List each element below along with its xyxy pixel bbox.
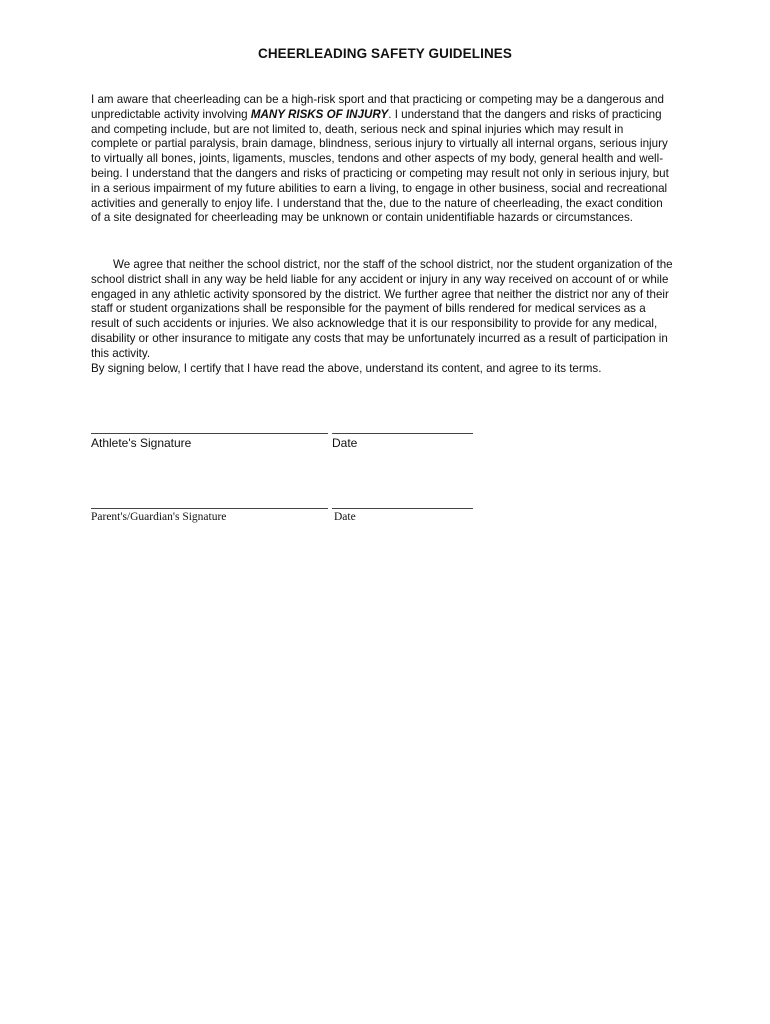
paragraph2-text: We agree that neither the school district, nor the staff of the school district, nor the student organization of the school district shall in any way be held liable for any accident or injury in any way received on account of or while engaged in any athletic activity sponsored by the district. We further agree that neither the district nor any of their staff or student organizations shall be responsible for the payment of bills rendered for medical services as a result of such accidents or injuries. We also acknowledge that it is our responsibility to provide for any medical, disability or other insurance to mitigate any costs that may be unfortunately incurred as a result of participation in this activity. xyxy=(91,258,673,360)
liability-waiver-paragraph xyxy=(91,258,673,376)
athlete-date-label: Date xyxy=(332,436,358,450)
guardian-date-line[interactable] xyxy=(332,508,473,509)
athlete-signature-line[interactable] xyxy=(91,433,328,434)
risk-acknowledgement-paragraph xyxy=(91,93,673,226)
guardian-date-label: Date xyxy=(334,511,356,523)
guardian-signature-label: Parent's/Guardian's Signature xyxy=(91,511,227,523)
risk-emphasis: MANY RISKS OF INJURY xyxy=(250,107,389,121)
certification-statement: By signing below, I certify that I have read the above, understand its content, and agree to its terms. xyxy=(91,361,602,375)
guardian-signature-line[interactable] xyxy=(91,508,328,509)
paragraph1-text-end: . I understand that the dangers and risks of practicing and competing include, but are not limited to, death, serious neck and spinal injuries which may result in complete or partial paralysis, brain damage, blindness, serious injury to virtually all internal organs, serious injury to virtually all bones, joints, ligaments, muscles, tendons and other aspects of my body, general health and well-being. I understand that the dangers and risks of practicing or competing may result not only in serious injury, but in a serious impairment of my future abilities to earn a living, to engage in other business, social and recreational activities and generally to enjoy life. I understand that the, due to the nature of cheerleading, the exact condition of a site designated for cheerleading may be unknown or contain unidentifiable hazards or circumstances. xyxy=(91,107,669,225)
paragraph1-text-start: I am aware that cheerleading can be a high-risk sport and that practicing or competing may be a dangerous and unpredictable activity involving xyxy=(91,93,664,121)
document-title: CHEERLEADING SAFETY GUIDELINES xyxy=(257,46,513,61)
athlete-signature-label: Athlete's Signature xyxy=(91,436,192,450)
athlete-date-line[interactable] xyxy=(332,433,473,434)
